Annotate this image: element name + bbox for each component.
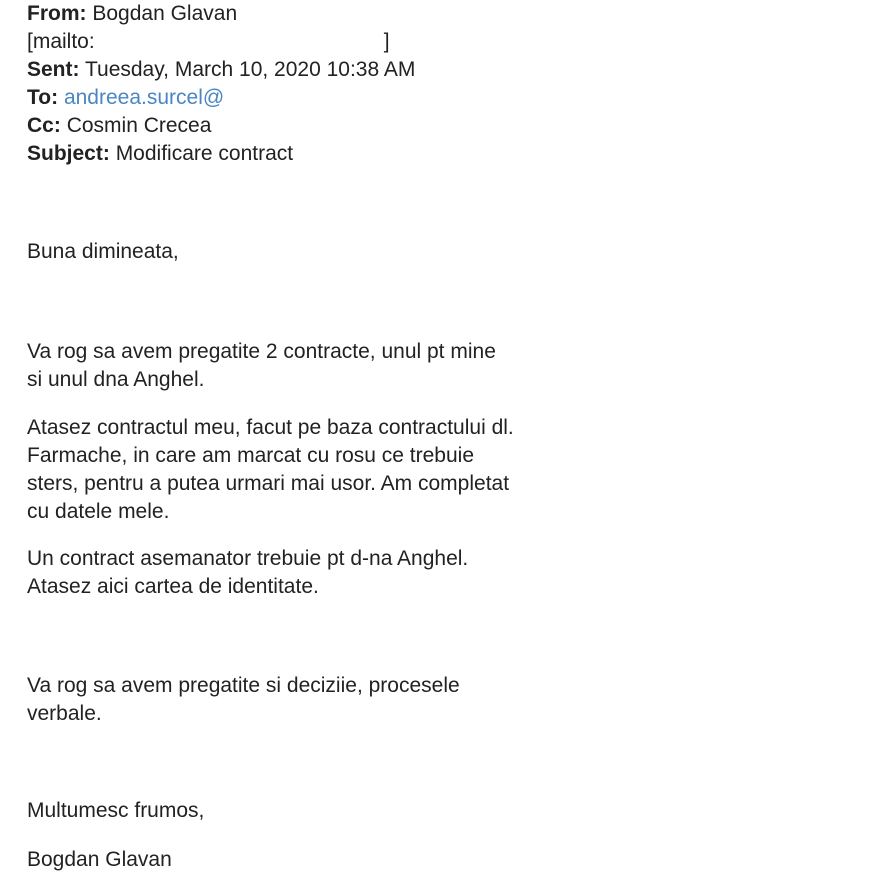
paragraph-2-line-3: sters, pentru a putea urmari mai usor. Am completat xyxy=(27,472,510,495)
from-label: From: xyxy=(27,2,87,25)
mailto-line xyxy=(27,28,847,56)
sent-label: Sent: xyxy=(27,58,80,81)
to-label: To: xyxy=(27,86,59,109)
closing-text: Multumesc frumos, xyxy=(27,799,205,822)
paragraph-2-line-4: cu datele mele. xyxy=(27,500,170,523)
paragraph-2-line-2: Farmache, in care am marcat cu rosu ce trebuie xyxy=(27,444,475,467)
closing xyxy=(27,797,627,825)
paragraph-4 xyxy=(27,672,627,728)
paragraph-2 xyxy=(27,414,627,526)
cc-value: Cosmin Crecea xyxy=(66,114,212,137)
subject-label: Subject: xyxy=(27,142,110,165)
signature xyxy=(27,846,627,874)
subject-line xyxy=(27,140,847,168)
email-headers xyxy=(27,0,847,168)
paragraph-3 xyxy=(27,545,627,601)
paragraph-1 xyxy=(27,338,627,394)
mailto-close: ] xyxy=(383,30,390,53)
to-address-link[interactable]: andreea.surcel@ xyxy=(63,86,225,109)
paragraph-1-line-1: Va rog sa avem pregatite 2 contracte, unul pt mine xyxy=(27,340,496,363)
greeting xyxy=(27,238,627,266)
subject-value: Modificare contract xyxy=(115,142,294,165)
signature-text: Bogdan Glavan xyxy=(27,848,172,871)
sent-value: Tuesday, March 10, 2020 10:38 AM xyxy=(84,58,416,81)
paragraph-1-line-2: si unul dna Anghel. xyxy=(27,368,205,391)
to-line xyxy=(27,84,847,112)
from-value: Bogdan Glavan xyxy=(92,2,238,25)
mailto-open: [mailto: xyxy=(27,30,95,53)
paragraph-3-line-1: Un contract asemanator trebuie pt d-na Anghel. xyxy=(27,547,469,570)
sent-line xyxy=(27,56,847,84)
cc-label: Cc: xyxy=(27,114,61,137)
greeting-text: Buna dimineata, xyxy=(27,240,179,263)
paragraph-2-line-1: Atasez contractul meu, facut pe baza contractului dl. xyxy=(27,416,514,439)
paragraph-4-line-1: Va rog sa avem pregatite si deciziie, procesele xyxy=(27,674,460,697)
paragraph-3-line-2: Atasez aici cartea de identitate. xyxy=(27,575,319,598)
paragraph-4-line-2: verbale. xyxy=(27,702,102,725)
cc-line xyxy=(27,112,847,140)
from-line xyxy=(27,0,847,28)
